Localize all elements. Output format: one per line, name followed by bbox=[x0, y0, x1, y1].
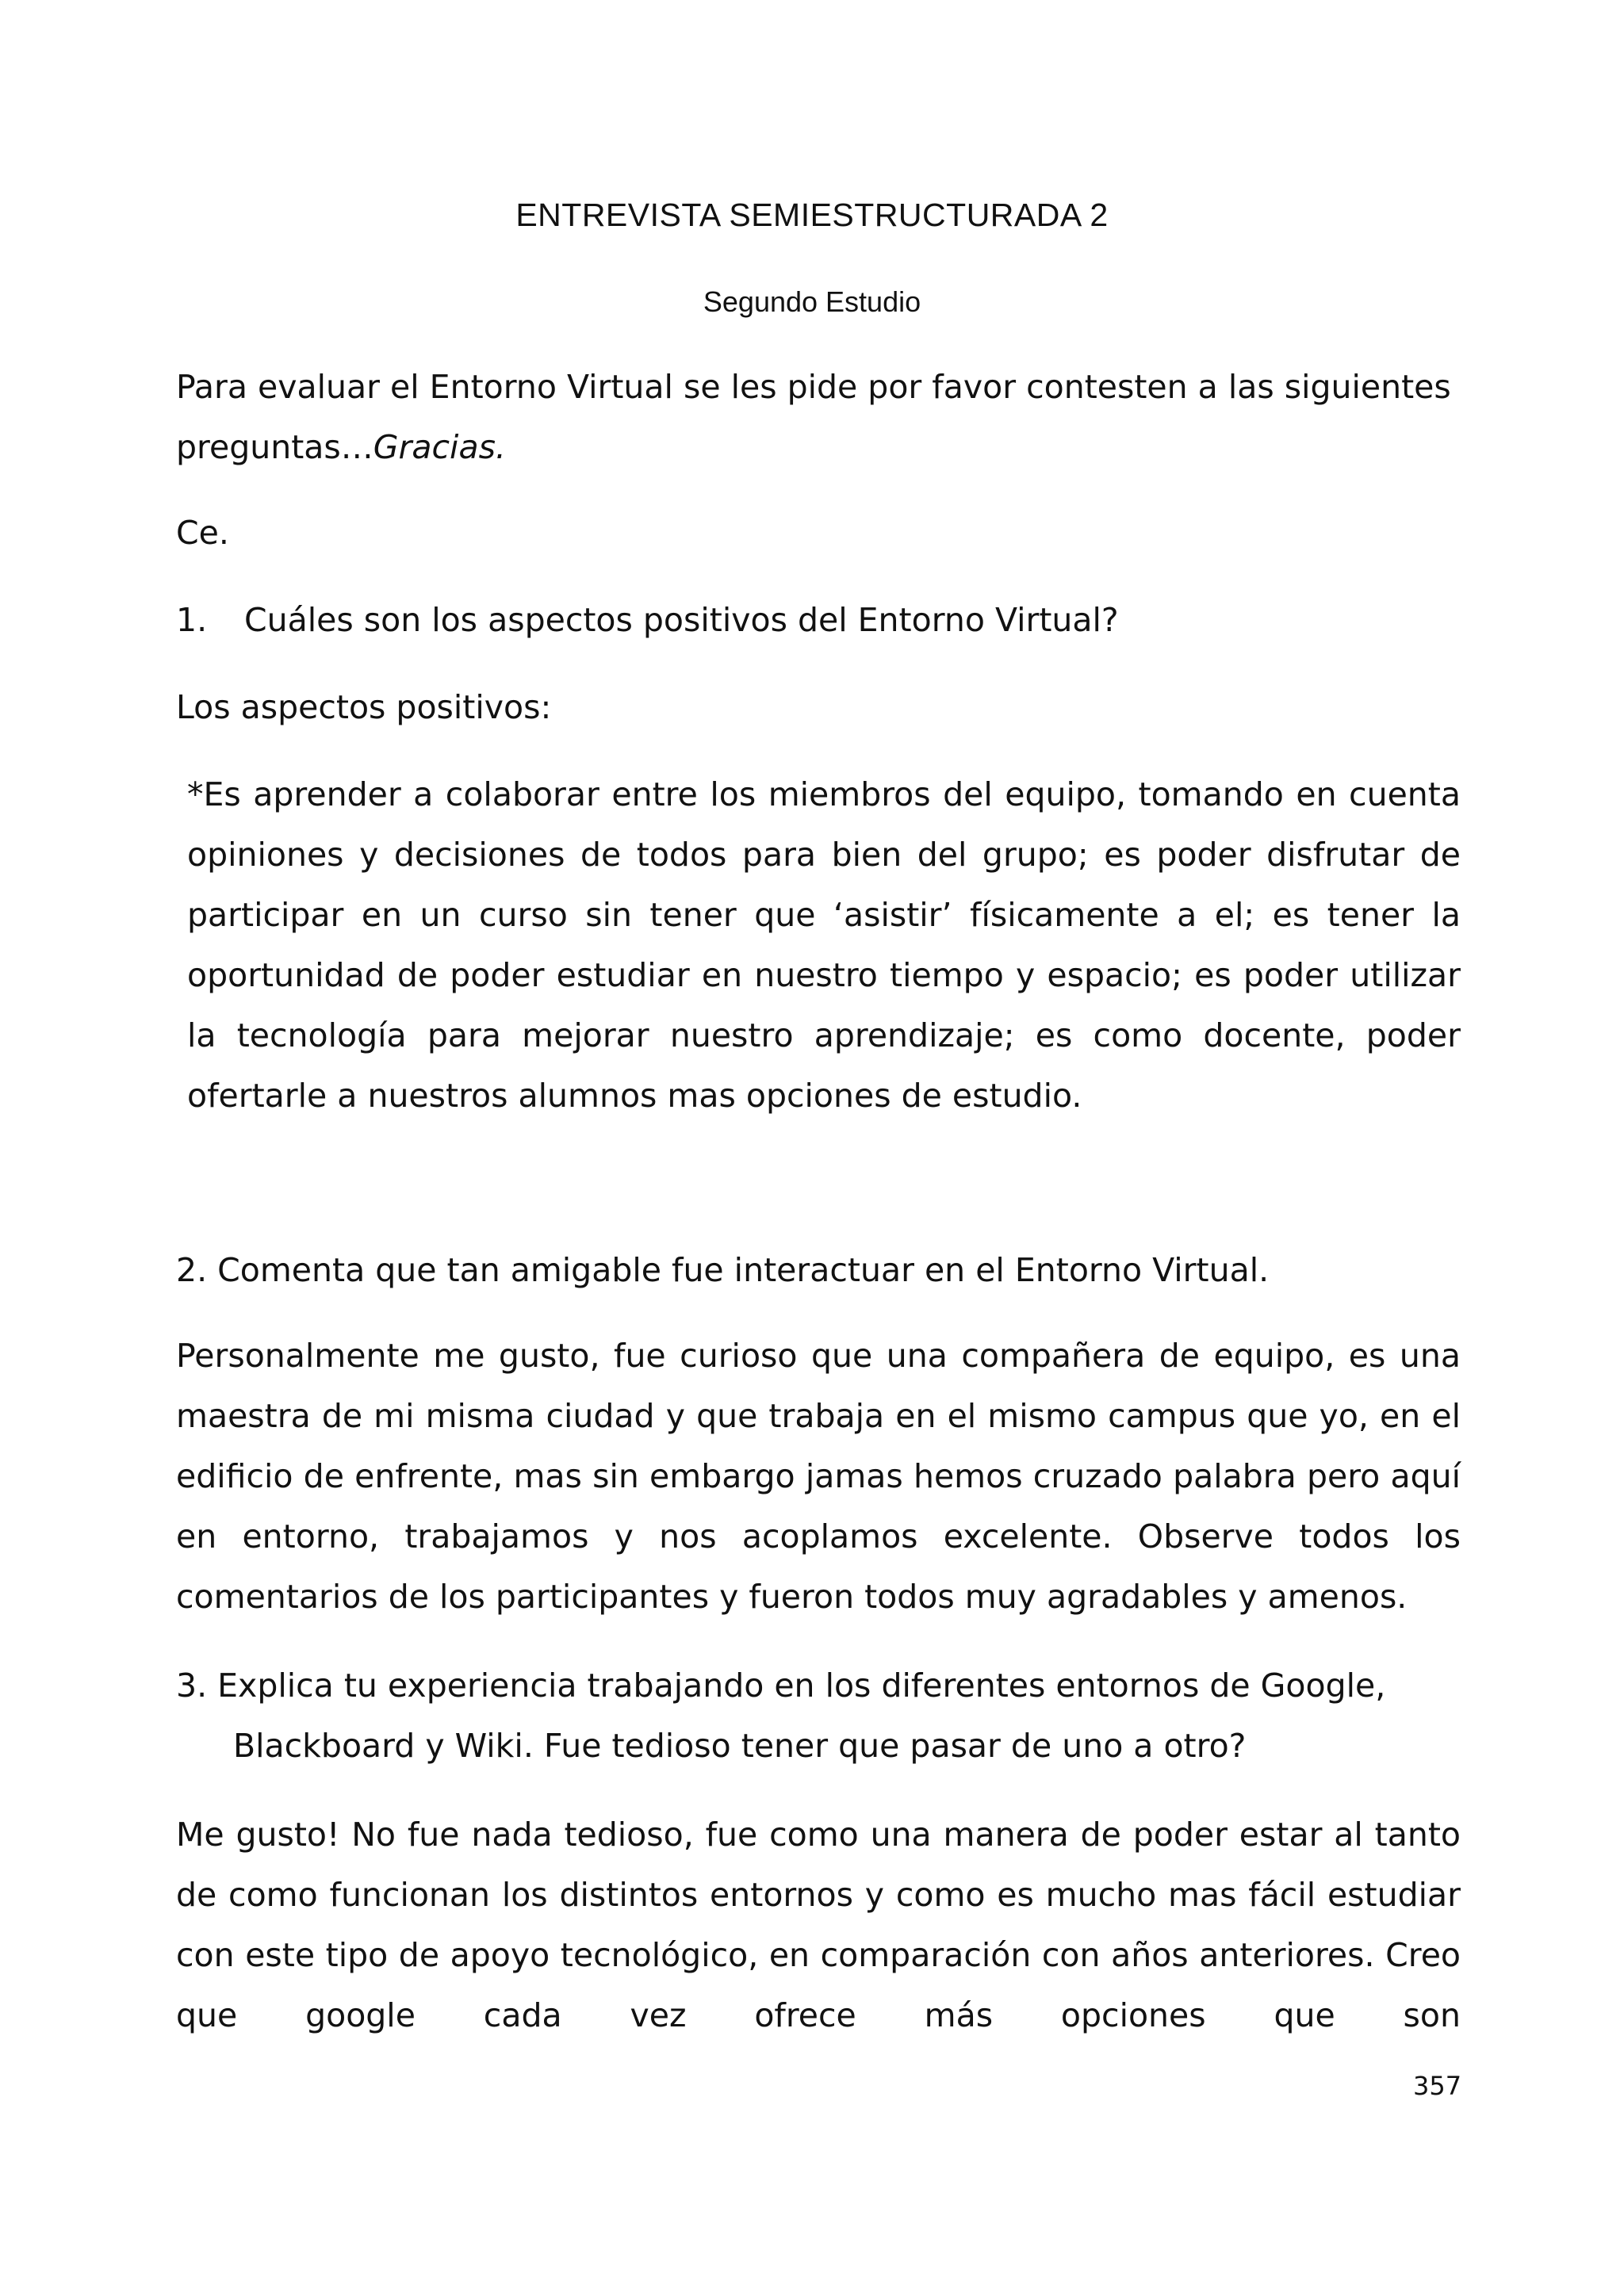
answer-3: Me gusto! No fue nada tedioso, fue como una manera de poder estar al tanto de como funcionan los distintos entornos y como es mucho mas fácil estudiar con este tipo de apoyo tecnológico, en comparación con años anteriores. Creo que google cada vez ofrece más opciones que son bbox=[176, 1816, 1461, 2034]
intro-text: Para evaluar el Entorno Virtual se les pide por favor contesten a las siguientes preguntas… bbox=[176, 368, 1451, 466]
page-number: 357 bbox=[1413, 2071, 1462, 2101]
answer-1-heading: Los aspectos positivos: bbox=[176, 688, 552, 726]
document-subtitle: Segundo Estudio bbox=[703, 285, 921, 318]
question-1 bbox=[176, 590, 1461, 650]
document-title: ENTREVISTA SEMIESTRUCTURADA 2 bbox=[515, 197, 1109, 233]
answer-1: *Es aprender a colaborar entre los miembros del equipo, tomando en cuenta opiniones y decisiones de todos para bien del grupo; es poder disfrutar de participar en un curso sin tener que ‘asistir’ físicamente a el; es tener la oportunidad de poder estudiar en nuestro tiempo y espacio; es poder utilizar la tecnología para mejorar nuestro aprendizaje; es como docente, poder ofertarle a nuestros alumnos mas opciones de estudio. bbox=[187, 775, 1461, 1115]
question-2: 2. Comenta que tan amigable fue interactuar en el Entorno Virtual. bbox=[176, 1251, 1270, 1289]
intro-paragraph bbox=[176, 357, 1461, 477]
question-3: 3. Explica tu experiencia trabajando en los diferentes entornos de Google, Blackboard y Wiki. Fue tedioso tener que pasar de uno a otro? bbox=[176, 1667, 1386, 1765]
intro-italic: Gracias. bbox=[373, 428, 506, 466]
answer-2: Personalmente me gusto, fue curioso que una compañera de equipo, es una maestra de mi misma ciudad y que trabaja en el mismo campus que yo, en el edificio de enfrente, mas sin embargo jamas hemos cruzado palabra pero aquí en entorno, trabajamos y nos acoplamos excelente. Observe todos los comentarios de los participantes y fueron todos muy agradables y amenos. bbox=[176, 1337, 1461, 1616]
question-1-number: 1. bbox=[176, 601, 208, 639]
question-1-text: Cuáles son los aspectos positivos del Entorno Virtual? bbox=[244, 601, 1119, 639]
respondent-label: Ce. bbox=[176, 514, 229, 552]
